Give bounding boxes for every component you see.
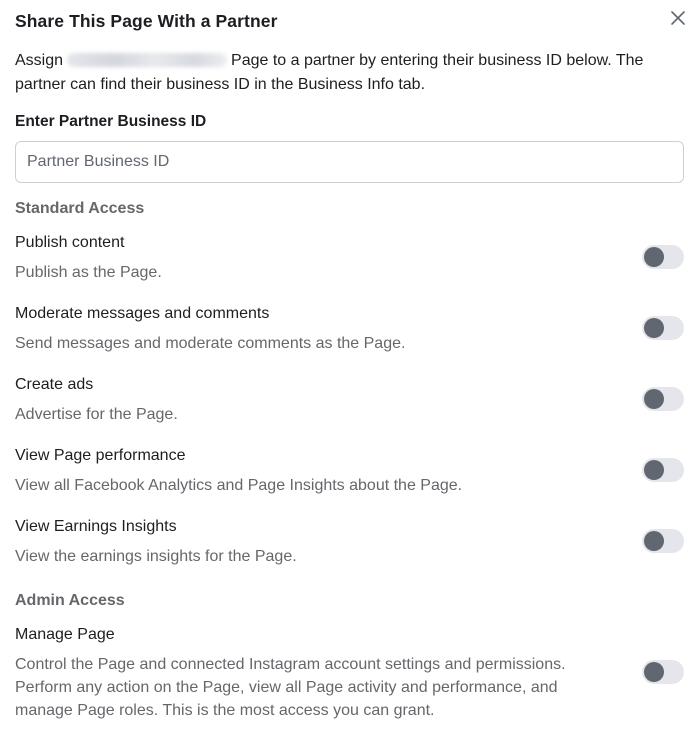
intro-suffix: Page to a partner by entering their business ID below. The partner can find their business ID in the Business Info tab. xyxy=(15,52,644,93)
toggle-knob xyxy=(644,531,664,551)
view-earnings-insights-toggle[interactable] xyxy=(642,529,684,553)
permission-title: View Page performance xyxy=(15,447,186,464)
partner-id-label: Enter Partner Business ID xyxy=(15,113,207,130)
create-ads-toggle[interactable] xyxy=(642,387,684,411)
permission-description: Control the Page and connected Instagram account settings and permissions. Perform any action on the Page, view all Page activity and performance, and manage Page roles. This is the most access you can grant. xyxy=(15,656,566,719)
permission-description: Send messages and moderate comments as the Page. xyxy=(15,335,406,352)
view-page-performance-toggle[interactable] xyxy=(642,458,684,482)
toggle-knob xyxy=(644,247,664,267)
moderate-messages-toggle[interactable] xyxy=(642,316,684,340)
permission-title: Publish content xyxy=(15,234,125,251)
manage-page-toggle[interactable] xyxy=(642,660,684,684)
toggle-knob xyxy=(644,318,664,338)
dialog-title: Share This Page With a Partner xyxy=(15,10,278,31)
permission-description: Publish as the Page. xyxy=(15,264,162,281)
permission-manage-page xyxy=(15,625,684,722)
intro-text xyxy=(15,49,680,97)
intro-prefix: Assign xyxy=(15,52,64,69)
publish-content-toggle[interactable] xyxy=(642,245,684,269)
permission-view-page-performance xyxy=(15,446,684,497)
close-button[interactable] xyxy=(668,8,688,28)
toggle-knob xyxy=(644,460,664,480)
partner-business-id-input[interactable] xyxy=(27,153,683,171)
permission-create-ads xyxy=(15,375,684,426)
permission-description: View the earnings insights for the Page. xyxy=(15,548,297,565)
permission-title: Create ads xyxy=(15,376,94,393)
dialog-header xyxy=(15,10,684,32)
permission-description: View all Facebook Analytics and Page Insights about the Page. xyxy=(15,477,463,494)
partner-id-field[interactable] xyxy=(15,141,684,183)
redacted-page-name xyxy=(67,53,227,67)
toggle-knob xyxy=(644,662,664,682)
toggle-knob xyxy=(644,389,664,409)
permission-description: Advertise for the Page. xyxy=(15,406,178,423)
permission-view-earnings-insights xyxy=(15,517,684,568)
permission-publish-content xyxy=(15,233,684,284)
permission-moderate-messages xyxy=(15,304,684,355)
permission-title: Moderate messages and comments xyxy=(15,305,270,322)
permission-title: View Earnings Insights xyxy=(15,518,177,535)
permission-title: Manage Page xyxy=(15,626,115,643)
close-icon xyxy=(670,10,686,26)
admin-access-heading: Admin Access xyxy=(15,592,125,609)
standard-access-heading: Standard Access xyxy=(15,200,145,217)
